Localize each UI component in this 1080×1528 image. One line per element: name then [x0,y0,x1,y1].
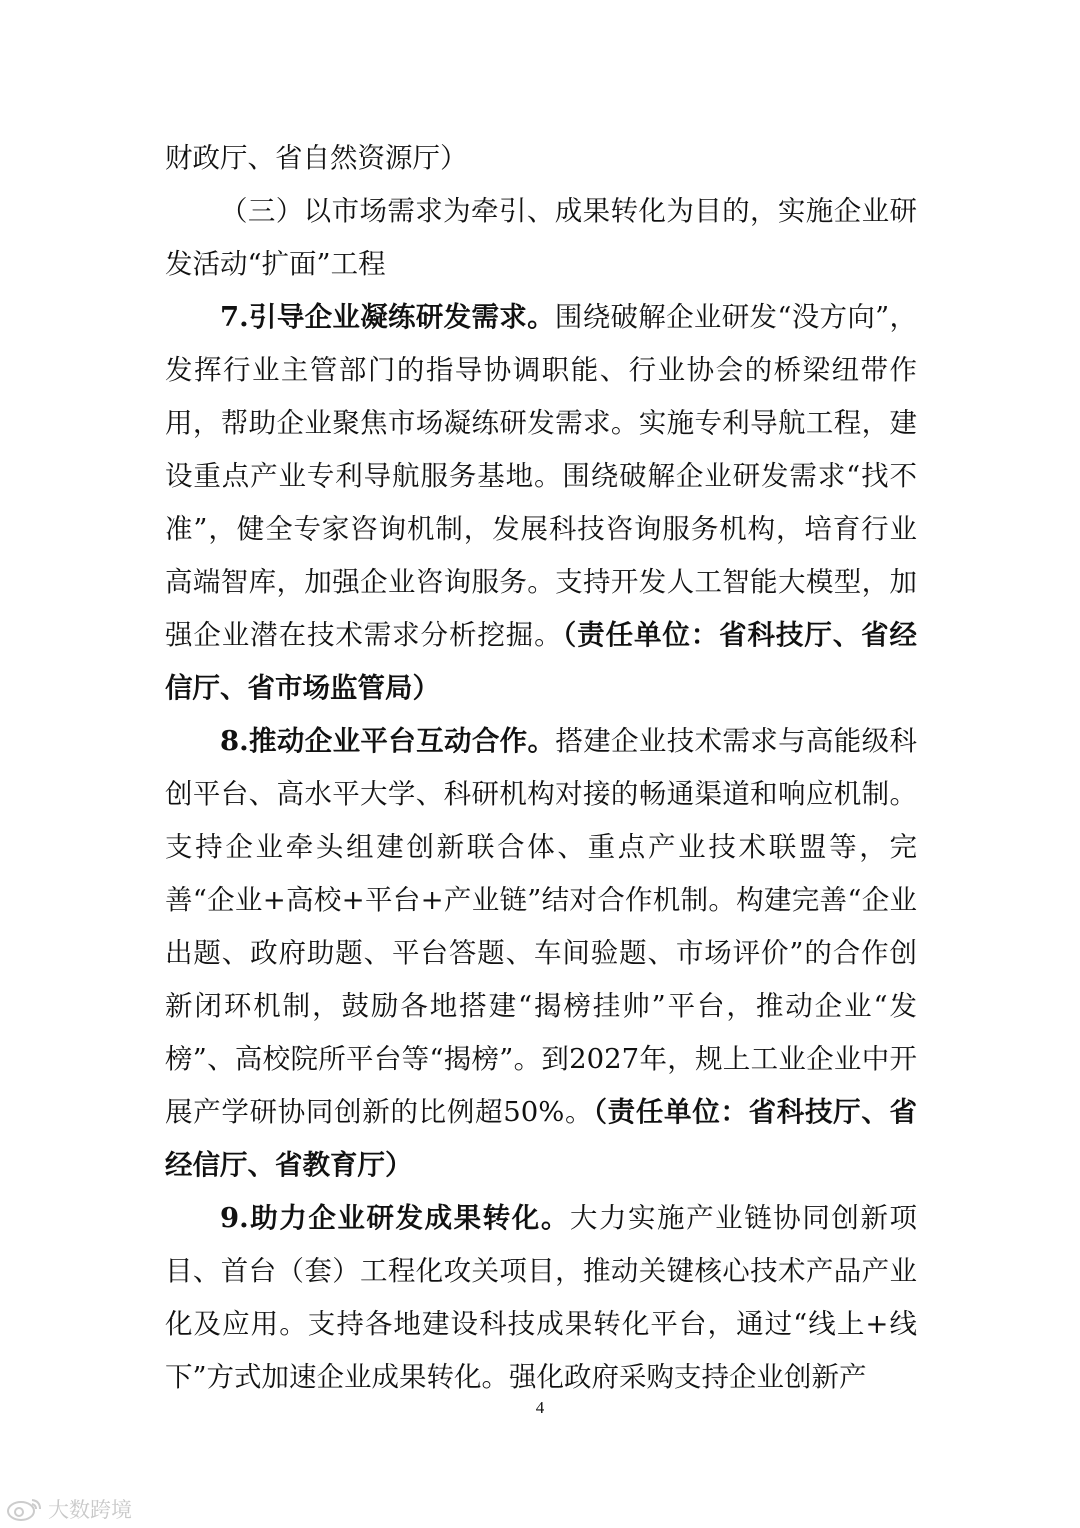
item-body: 围绕破解企业研发“没方向”，发挥行业主管部门的指导协调职能、行业协会的桥梁纽带作用，帮助企业聚焦市场凝练研发需求。实施专利导航工程，建设重点产业专利导航服务基地。围绕破解企业研发需求“找不准”，健全专家咨询机制，发展科技咨询服务机构，培育行业高端智库，加强企业咨询服务。支持开发人工智能大模型，加强企业潜在技术需求分析挖掘。 [165,301,917,651]
item-paragraph-9 [165,1192,917,1404]
weibo-logo-icon [6,1496,44,1522]
section-heading: （三）以市场需求为牵引、成果转化为目的，实施企业研发活动“扩面”工程 [165,195,917,280]
item-responsibility: （责任单位：省科技厅、省经信厅、省教育厅） [165,1096,918,1181]
item-paragraph-8 [165,715,917,1192]
item-title: 7.引导企业凝练研发需求。 [220,301,555,333]
item-paragraph-7 [165,291,917,715]
document-body [165,132,917,1404]
item-responsibility: （责任单位：省科技厅、省经信厅、省市场监管局） [165,619,918,704]
item-title: 9.助力企业研发成果转化。 [220,1202,570,1234]
item-body: 大力实施产业链协同创新项目、首台（套）工程化攻关项目，推动关键核心技术产品产业化及应用。支持各地建设科技成果转化平台，通过“线上+线下”方式加速企业成果转化。强化政府采购支持企业创新产 [165,1202,918,1393]
watermark [6,1494,132,1524]
page-number: 4 [535,1398,545,1417]
item-title: 8.推动企业平台互动合作。 [220,725,556,757]
paragraph-continuation: 财政厅、省自然资源厅） [165,142,468,174]
item-body: 搭建企业技术需求与高能级科创平台、高水平大学、科研机构对接的畅通渠道和响应机制。支持企业牵头组建创新联合体、重点产业技术联盟等，完善“企业+高校+平台+产业链”结对合作机制。构建完善“企业出题、政府助题、平台答题、车间验题、市场评价”的合作创新闭环机制，鼓励各地搭建“揭榜挂帅”平台，推动企业“发榜”、高校院所平台等“揭榜”。到2027年，规上工业企业中开展产学研协同创新的比例超50%。 [165,725,917,1128]
watermark-text: 大数跨境 [48,1498,132,1522]
